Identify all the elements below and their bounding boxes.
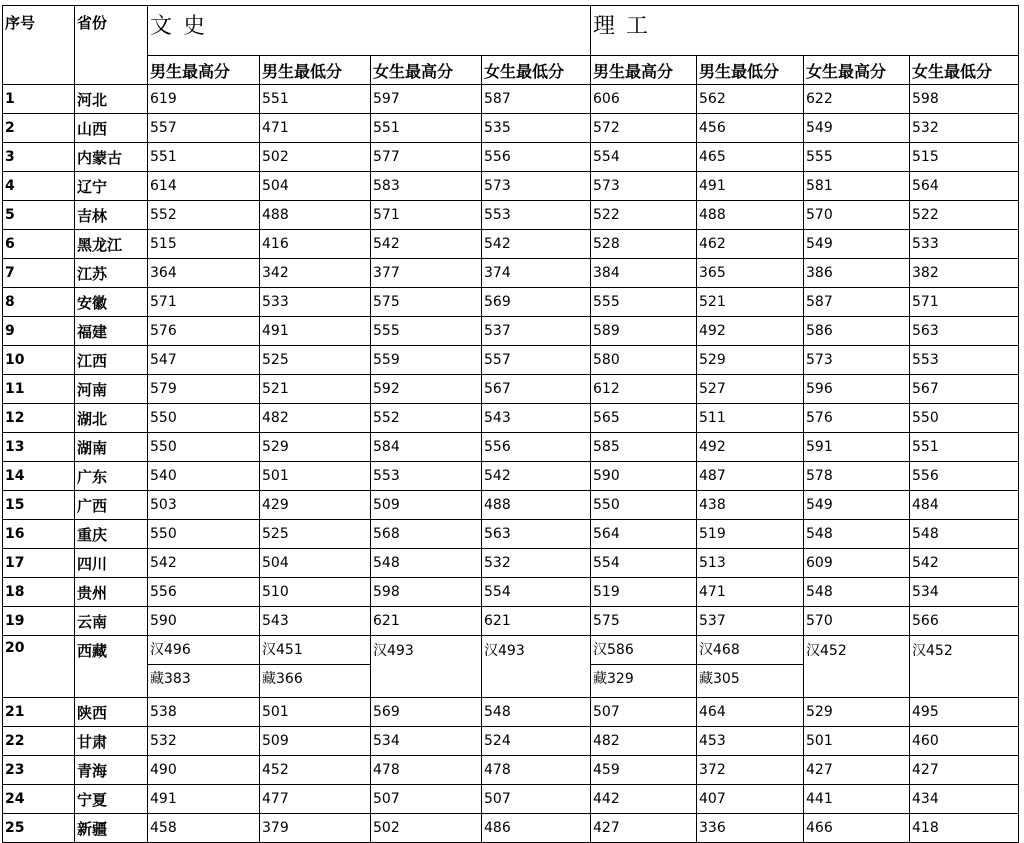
score-cell: 598	[910, 85, 1019, 114]
score-cell: 379	[260, 814, 371, 843]
table-body	[3, 6, 1019, 843]
score-cell: 458	[148, 814, 260, 843]
score-cell: 621	[371, 607, 482, 636]
score-cell: 553	[482, 201, 591, 230]
score-cell: 501	[804, 727, 910, 756]
score-cell: 551	[260, 85, 371, 114]
score-cell: 606	[591, 85, 697, 114]
table-row	[3, 491, 1019, 520]
score-cell: 407	[697, 785, 804, 814]
score-cell: 556	[910, 462, 1019, 491]
score-cell: 453	[697, 727, 804, 756]
score-cell: 573	[482, 172, 591, 201]
row-province: 安徽	[75, 288, 148, 317]
row-province: 甘肃	[75, 727, 148, 756]
row-province: 宁夏	[75, 785, 148, 814]
score-cell: 548	[910, 520, 1019, 549]
score-cell: 562	[697, 85, 804, 114]
score-cell: 438	[697, 491, 804, 520]
score-cell: 573	[804, 346, 910, 375]
score-cell: 529	[804, 698, 910, 727]
score-cell: 532	[148, 727, 260, 756]
score-cell: 571	[371, 201, 482, 230]
score-cell: 573	[591, 172, 697, 201]
score-cell: 543	[260, 607, 371, 636]
table-row	[3, 143, 1019, 172]
score-cell: 384	[591, 259, 697, 288]
score-cell: 484	[910, 491, 1019, 520]
column-header: 男生最高分	[591, 56, 697, 85]
score-cell: 汉452	[910, 636, 1019, 698]
score-cell: 559	[371, 346, 482, 375]
score-cell: 365	[697, 259, 804, 288]
score-cell: 519	[591, 578, 697, 607]
table-row	[3, 785, 1019, 814]
score-cell: 491	[148, 785, 260, 814]
score-cell: 534	[910, 578, 1019, 607]
row-province: 青海	[75, 756, 148, 785]
score-zang: 藏366	[262, 671, 303, 687]
score-cell-split	[148, 636, 260, 698]
score-cell: 555	[804, 143, 910, 172]
table-row	[3, 114, 1019, 143]
score-cell: 537	[482, 317, 591, 346]
score-cell: 565	[591, 404, 697, 433]
score-cell: 569	[482, 288, 591, 317]
score-cell: 503	[148, 491, 260, 520]
score-cell: 548	[371, 549, 482, 578]
score-cell: 491	[697, 172, 804, 201]
row-index: 10	[3, 346, 75, 375]
score-cell: 584	[371, 433, 482, 462]
score-cell: 557	[148, 114, 260, 143]
row-index: 1	[3, 85, 75, 114]
score-cell: 569	[371, 698, 482, 727]
score-cell: 488	[697, 201, 804, 230]
score-cell: 542	[482, 230, 591, 259]
score-cell: 542	[148, 549, 260, 578]
column-header: 男生最高分	[148, 56, 260, 85]
row-index: 21	[3, 698, 75, 727]
score-cell: 521	[260, 375, 371, 404]
score-cell: 515	[148, 230, 260, 259]
score-cell: 542	[482, 462, 591, 491]
row-index: 23	[3, 756, 75, 785]
score-cell: 482	[591, 727, 697, 756]
score-cell: 551	[371, 114, 482, 143]
table-row	[3, 404, 1019, 433]
row-province: 云南	[75, 607, 148, 636]
score-cell: 509	[371, 491, 482, 520]
score-cell: 519	[697, 520, 804, 549]
score-han: 汉496	[148, 636, 259, 665]
score-cell: 502	[260, 143, 371, 172]
score-cell: 525	[260, 520, 371, 549]
table-row	[3, 520, 1019, 549]
score-cell: 550	[148, 404, 260, 433]
table-row	[3, 607, 1019, 636]
score-cell: 513	[697, 549, 804, 578]
column-header: 男生最低分	[697, 56, 804, 85]
score-cell: 548	[804, 520, 910, 549]
score-cell: 551	[910, 433, 1019, 462]
score-cell-split	[591, 636, 697, 698]
score-cell: 532	[482, 549, 591, 578]
score-cell: 490	[148, 756, 260, 785]
score-cell: 590	[591, 462, 697, 491]
score-cell: 591	[804, 433, 910, 462]
score-zang: 藏383	[150, 671, 191, 687]
row-province: 吉林	[75, 201, 148, 230]
province-header: 省份	[75, 6, 148, 85]
score-cell: 572	[591, 114, 697, 143]
score-cell: 570	[804, 607, 910, 636]
table-row-tibet	[3, 636, 1019, 698]
header-row-groups	[3, 6, 1019, 56]
score-cell: 555	[591, 288, 697, 317]
table-row	[3, 814, 1019, 843]
score-cell: 382	[910, 259, 1019, 288]
row-province: 湖北	[75, 404, 148, 433]
score-cell: 575	[591, 607, 697, 636]
table-row	[3, 346, 1019, 375]
column-header: 女生最低分	[482, 56, 591, 85]
column-header: 男生最低分	[260, 56, 371, 85]
row-province: 福建	[75, 317, 148, 346]
score-cell: 482	[260, 404, 371, 433]
table-row	[3, 230, 1019, 259]
score-cell: 550	[591, 491, 697, 520]
score-cell: 556	[148, 578, 260, 607]
table-row	[3, 375, 1019, 404]
score-cell: 567	[482, 375, 591, 404]
row-province: 江苏	[75, 259, 148, 288]
score-cell: 528	[591, 230, 697, 259]
row-province: 内蒙古	[75, 143, 148, 172]
table-row	[3, 756, 1019, 785]
score-cell: 548	[804, 578, 910, 607]
score-cell: 465	[697, 143, 804, 172]
score-cell: 487	[697, 462, 804, 491]
score-cell: 543	[482, 404, 591, 433]
row-province: 贵州	[75, 578, 148, 607]
score-cell: 589	[591, 317, 697, 346]
score-cell: 492	[697, 317, 804, 346]
table-row	[3, 201, 1019, 230]
score-cell: 416	[260, 230, 371, 259]
row-index: 20	[3, 636, 75, 698]
score-cell: 583	[371, 172, 482, 201]
row-province: 广西	[75, 491, 148, 520]
score-cell: 529	[697, 346, 804, 375]
score-cell: 386	[804, 259, 910, 288]
score-cell: 418	[910, 814, 1019, 843]
row-index: 3	[3, 143, 75, 172]
score-cell: 580	[591, 346, 697, 375]
score-cell: 509	[260, 727, 371, 756]
table-row	[3, 698, 1019, 727]
row-index: 9	[3, 317, 75, 346]
score-zang: 藏305	[699, 671, 740, 687]
score-cell: 427	[910, 756, 1019, 785]
score-cell: 612	[591, 375, 697, 404]
row-province: 西藏	[75, 636, 148, 698]
score-cell: 434	[910, 785, 1019, 814]
score-cell: 568	[371, 520, 482, 549]
score-cell: 563	[910, 317, 1019, 346]
score-cell: 427	[591, 814, 697, 843]
score-cell: 549	[804, 114, 910, 143]
row-province: 河南	[75, 375, 148, 404]
score-cell: 550	[148, 520, 260, 549]
row-index: 19	[3, 607, 75, 636]
score-cell: 486	[482, 814, 591, 843]
score-cell: 364	[148, 259, 260, 288]
table-row	[3, 85, 1019, 114]
score-cell: 564	[910, 172, 1019, 201]
table-row	[3, 578, 1019, 607]
score-cell: 609	[804, 549, 910, 578]
score-cell: 552	[371, 404, 482, 433]
score-table	[2, 5, 1019, 843]
group-header-wenshi: 文 史	[148, 6, 591, 56]
score-cell: 532	[910, 114, 1019, 143]
score-han: 汉586	[591, 636, 696, 665]
table-row	[3, 433, 1019, 462]
score-cell: 502	[371, 814, 482, 843]
row-index: 4	[3, 172, 75, 201]
table-row	[3, 462, 1019, 491]
score-cell: 619	[148, 85, 260, 114]
score-cell: 597	[371, 85, 482, 114]
score-cell: 556	[482, 143, 591, 172]
score-cell: 452	[260, 756, 371, 785]
score-cell: 462	[697, 230, 804, 259]
score-cell: 372	[697, 756, 804, 785]
score-cell: 459	[591, 756, 697, 785]
score-cell: 598	[371, 578, 482, 607]
score-cell: 377	[371, 259, 482, 288]
score-cell-split	[260, 636, 371, 698]
score-cell: 529	[260, 433, 371, 462]
row-province: 黑龙江	[75, 230, 148, 259]
score-cell: 553	[371, 462, 482, 491]
score-cell: 552	[148, 201, 260, 230]
row-index: 17	[3, 549, 75, 578]
score-cell: 554	[591, 143, 697, 172]
score-cell: 622	[804, 85, 910, 114]
score-cell: 492	[697, 433, 804, 462]
column-header: 女生最低分	[910, 56, 1019, 85]
score-cell: 551	[148, 143, 260, 172]
score-cell: 471	[697, 578, 804, 607]
row-index: 7	[3, 259, 75, 288]
row-index: 18	[3, 578, 75, 607]
score-cell: 471	[260, 114, 371, 143]
score-cell: 460	[910, 727, 1019, 756]
score-cell: 557	[482, 346, 591, 375]
score-cell: 596	[804, 375, 910, 404]
table-row	[3, 549, 1019, 578]
score-cell: 550	[910, 404, 1019, 433]
row-index: 6	[3, 230, 75, 259]
score-cell: 336	[697, 814, 804, 843]
row-index: 16	[3, 520, 75, 549]
score-cell: 511	[697, 404, 804, 433]
score-cell-split	[697, 636, 804, 698]
score-cell: 576	[148, 317, 260, 346]
score-cell: 555	[371, 317, 482, 346]
row-index: 25	[3, 814, 75, 843]
row-index: 8	[3, 288, 75, 317]
row-province: 江西	[75, 346, 148, 375]
score-cell: 501	[260, 462, 371, 491]
score-cell: 522	[910, 201, 1019, 230]
score-cell: 590	[148, 607, 260, 636]
score-cell: 553	[910, 346, 1019, 375]
score-cell: 540	[148, 462, 260, 491]
row-province: 广东	[75, 462, 148, 491]
row-index: 22	[3, 727, 75, 756]
score-cell: 429	[260, 491, 371, 520]
score-cell: 550	[148, 433, 260, 462]
score-cell: 507	[482, 785, 591, 814]
row-province: 湖南	[75, 433, 148, 462]
score-cell: 556	[482, 433, 591, 462]
row-index: 24	[3, 785, 75, 814]
score-cell: 515	[910, 143, 1019, 172]
score-cell: 525	[260, 346, 371, 375]
score-cell: 542	[371, 230, 482, 259]
score-cell: 466	[804, 814, 910, 843]
score-cell: 535	[482, 114, 591, 143]
score-han: 汉468	[697, 636, 803, 665]
score-cell: 456	[697, 114, 804, 143]
score-cell: 542	[910, 549, 1019, 578]
score-cell: 567	[910, 375, 1019, 404]
score-cell: 527	[697, 375, 804, 404]
score-cell: 521	[697, 288, 804, 317]
table-row	[3, 259, 1019, 288]
score-cell: 586	[804, 317, 910, 346]
score-cell: 442	[591, 785, 697, 814]
score-cell: 563	[482, 520, 591, 549]
score-cell: 533	[260, 288, 371, 317]
row-index: 11	[3, 375, 75, 404]
score-cell: 522	[591, 201, 697, 230]
score-cell: 501	[260, 698, 371, 727]
score-cell: 507	[591, 698, 697, 727]
row-province: 辽宁	[75, 172, 148, 201]
row-province: 新疆	[75, 814, 148, 843]
row-province: 陕西	[75, 698, 148, 727]
score-cell: 614	[148, 172, 260, 201]
score-cell: 581	[804, 172, 910, 201]
table-row	[3, 727, 1019, 756]
table-row	[3, 317, 1019, 346]
score-cell: 547	[148, 346, 260, 375]
score-cell: 533	[910, 230, 1019, 259]
score-cell: 548	[482, 698, 591, 727]
column-header: 女生最高分	[804, 56, 910, 85]
score-cell: 538	[148, 698, 260, 727]
score-cell: 577	[371, 143, 482, 172]
score-cell: 478	[371, 756, 482, 785]
table-row	[3, 288, 1019, 317]
score-cell: 441	[804, 785, 910, 814]
row-province: 山西	[75, 114, 148, 143]
row-province: 四川	[75, 549, 148, 578]
score-cell: 549	[804, 491, 910, 520]
score-cell: 504	[260, 172, 371, 201]
score-cell: 554	[482, 578, 591, 607]
score-cell: 510	[260, 578, 371, 607]
row-index: 13	[3, 433, 75, 462]
score-cell: 491	[260, 317, 371, 346]
score-cell: 570	[804, 201, 910, 230]
row-province: 重庆	[75, 520, 148, 549]
score-cell: 564	[591, 520, 697, 549]
score-cell: 537	[697, 607, 804, 636]
score-cell: 579	[148, 375, 260, 404]
row-index: 2	[3, 114, 75, 143]
score-cell: 汉493	[371, 636, 482, 698]
score-cell: 488	[482, 491, 591, 520]
score-cell: 587	[804, 288, 910, 317]
row-index: 14	[3, 462, 75, 491]
score-cell: 587	[482, 85, 591, 114]
score-cell: 571	[910, 288, 1019, 317]
score-cell: 504	[260, 549, 371, 578]
score-cell: 621	[482, 607, 591, 636]
row-index: 5	[3, 201, 75, 230]
score-cell: 464	[697, 698, 804, 727]
score-han: 汉451	[260, 636, 370, 665]
row-index: 15	[3, 491, 75, 520]
score-cell: 507	[371, 785, 482, 814]
score-cell: 478	[482, 756, 591, 785]
score-cell: 554	[591, 549, 697, 578]
score-zang: 藏329	[593, 671, 634, 687]
score-cell: 汉452	[804, 636, 910, 698]
score-cell: 495	[910, 698, 1019, 727]
score-cell: 592	[371, 375, 482, 404]
row-province: 河北	[75, 85, 148, 114]
score-cell: 534	[371, 727, 482, 756]
header-row-columns	[3, 56, 1019, 85]
score-cell: 578	[804, 462, 910, 491]
index-header: 序号	[3, 6, 75, 85]
column-header: 女生最高分	[371, 56, 482, 85]
score-cell: 549	[804, 230, 910, 259]
score-cell: 374	[482, 259, 591, 288]
row-index: 12	[3, 404, 75, 433]
score-cell: 342	[260, 259, 371, 288]
score-cell: 477	[260, 785, 371, 814]
score-cell: 571	[148, 288, 260, 317]
score-cell: 575	[371, 288, 482, 317]
score-cell: 524	[482, 727, 591, 756]
score-cell: 488	[260, 201, 371, 230]
group-header-ligong: 理 工	[591, 6, 1019, 56]
table-row	[3, 172, 1019, 201]
score-cell: 566	[910, 607, 1019, 636]
score-cell: 585	[591, 433, 697, 462]
score-cell: 427	[804, 756, 910, 785]
score-cell: 576	[804, 404, 910, 433]
score-cell: 汉493	[482, 636, 591, 698]
